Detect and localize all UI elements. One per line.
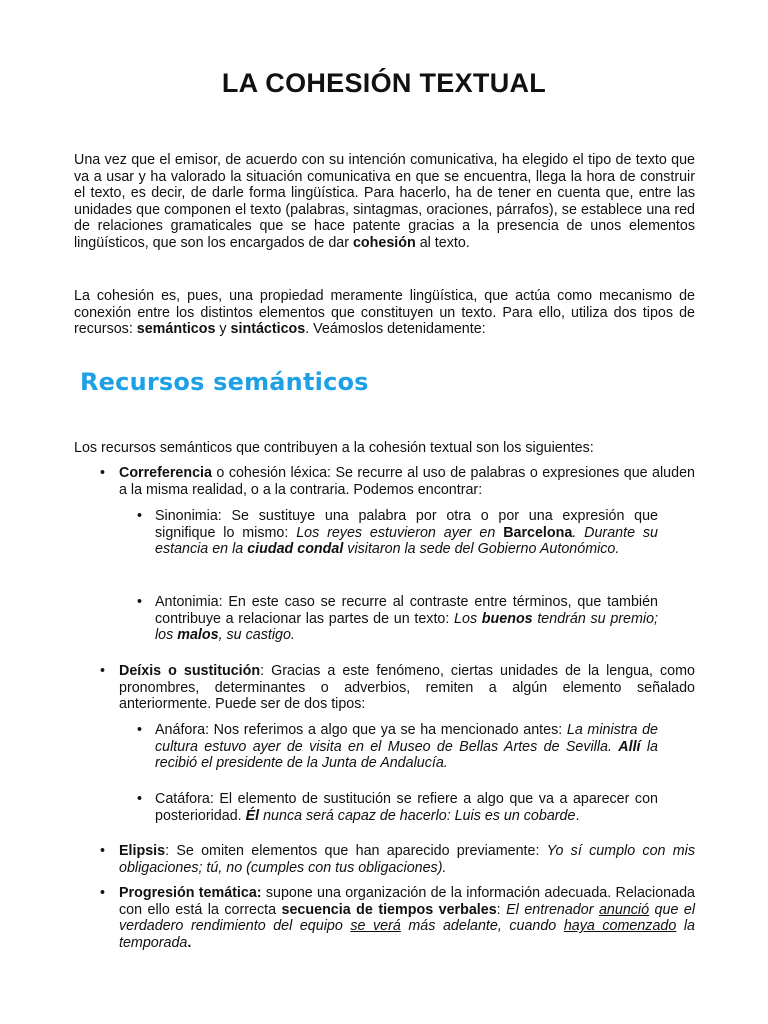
list-item-antonimia <box>155 594 658 644</box>
list-item-elipsis <box>119 843 695 876</box>
list-item-progresion <box>119 885 695 951</box>
bullet-dot: • <box>100 885 106 901</box>
page-title: LA COHESIÓN TEXTUAL <box>221 68 547 98</box>
intro-paragraph-1 <box>74 152 695 252</box>
intro-p2-mid: y <box>215 321 231 338</box>
progresion-example: la temporada <box>119 918 696 951</box>
antonimia-text: Antonimia: En este caso se recurre al contraste entre términos, que también contribuye a relacionar las partes de un texto: <box>155 594 658 627</box>
list-item-anafora <box>155 722 658 772</box>
progresion-example: más adelante, cuando <box>400 918 564 935</box>
bullet-dot: • <box>137 594 143 610</box>
antonimia-example: Los <box>454 610 482 627</box>
list-item-deixis <box>119 663 695 713</box>
list-item-sinonimia <box>155 508 658 558</box>
intro-p2-bold-2: sintácticos <box>230 321 306 338</box>
catafora-text: Catáfora: El elemento de sustitución se refiere a algo que va a aparecer con posterioridad. <box>155 791 658 824</box>
intro-p2-text: La cohesión es, pues, una propiedad meramente lingüística, que actúa como mecanismo de conexión entre los distintos elementos que constituyen un texto. Para ello, utiliza dos tipos de recursos: <box>74 288 695 338</box>
anafora-bold: Allí <box>618 738 641 755</box>
progresion-example: que el verdadero rendimiento del equipo <box>119 901 696 935</box>
section-lead: Los recursos semánticos que contribuyen a la cohesión textual son los siguientes: <box>74 440 594 456</box>
bullet-dot: • <box>137 508 143 524</box>
sinonimia-bold-2: ciudad condal <box>247 541 344 558</box>
elipsis-example: Yo sí cumplo con mis obligaciones; tú, no (cumples con tus obligaciones). <box>119 843 695 876</box>
intro-paragraph-2 <box>74 288 695 338</box>
bullet-dot: • <box>100 663 106 679</box>
catafora-end: . <box>575 807 580 824</box>
sinonimia-example: visitaron la sede del Gobierno Autonómico. <box>343 541 620 558</box>
term-progresion: Progresión temática: <box>119 885 262 901</box>
deixis-text: : Gracias a este fenómeno, ciertas unidades de la lengua, como pronombres, determinantes o adverbios, remiten a algún elemento señalado anteriormente. Puede ser de dos tipos: <box>119 663 695 713</box>
term-elipsis: Elipsis <box>119 843 166 859</box>
progresion-end: . <box>187 934 192 951</box>
term-deixis: Deíxis o sustitución <box>119 663 261 679</box>
antonimia-example: tendrán su premio; los <box>155 610 658 644</box>
anafora-example: La ministra de cultura estuvo ayer de visita en el Museo de Bellas Artes de Sevilla. <box>155 722 659 755</box>
bullet-dot: • <box>100 465 106 481</box>
bullet-dot: • <box>137 722 143 738</box>
progresion-text: supone una organización de la información adecuada. Relacionada con ello está la correcta <box>119 885 695 918</box>
section-heading: Recursos semánticos <box>80 368 369 396</box>
progresion-bold: secuencia de tiempos verbales <box>281 901 497 918</box>
elipsis-text: : Se omiten elementos que han aparecido previamente: <box>165 843 547 859</box>
progresion-colon: : <box>496 901 507 918</box>
list-item-catafora <box>155 791 658 824</box>
progresion-underlined-2: se verá <box>350 918 401 935</box>
catafora-bold: Él <box>245 807 260 824</box>
progresion-underlined-1: anunció <box>598 901 650 918</box>
sinonimia-example: . Durante su estancia en la <box>155 524 658 558</box>
list-item-correferencia <box>119 465 695 498</box>
intro-p1-end: al texto. <box>415 234 470 251</box>
antonimia-bold-2: malos <box>177 627 219 644</box>
antonimia-bold-1: buenos <box>481 610 533 627</box>
antonimia-example: , su castigo. <box>218 627 295 644</box>
progresion-underlined-3: haya comenzado <box>563 918 677 935</box>
progresion-example: El entrenador <box>506 901 599 918</box>
intro-p2-bold-1: semánticos <box>136 321 216 338</box>
sinonimia-text: Sinonimia: Se sustituye una palabra por otra o por una expresión que signifique lo mismo: <box>155 508 658 541</box>
intro-p2-end: . Veámoslos detenidamente: <box>305 321 486 338</box>
bullet-dot: • <box>137 791 143 807</box>
intro-p1-bold: cohesión <box>352 234 416 251</box>
anafora-text: Anáfora: Nos referimos a algo que ya se ha mencionado antes: <box>155 722 567 738</box>
sinonimia-example: Los reyes estuvieron ayer en <box>296 524 504 541</box>
anafora-example: la recibió el presidente de la Junta de Andalucía. <box>155 738 658 772</box>
bullet-dot: • <box>100 843 106 859</box>
correferencia-text: o cohesión léxica: Se recurre al uso de palabras o expresiones que aluden a la misma realidad, o a la contraria. Podemos encontrar: <box>119 465 695 498</box>
intro-p1-text: Una vez que el emisor, de acuerdo con su intención comunicativa, ha elegido el tipo de texto que va a usar y ha valorado la situación comunicativa en que se encuentra, llega la hora de construir el texto, es decir, de darle forma lingüística. Para hacerlo, ha de tener en cuenta que, entre las unidades que componen el texto (palabras, sintagmas, oraciones, párrafos), se establece una red de relaciones gramaticales que se hace patente gracias a la presencia de unos elementos lingüísticos, que son los encargados de dar <box>74 152 695 251</box>
catafora-example: nunca será capaz de hacerlo: Luis es un cobarde <box>259 807 576 824</box>
term-correferencia: Correferencia <box>119 465 212 481</box>
sinonimia-bold-1: Barcelona <box>503 524 573 541</box>
